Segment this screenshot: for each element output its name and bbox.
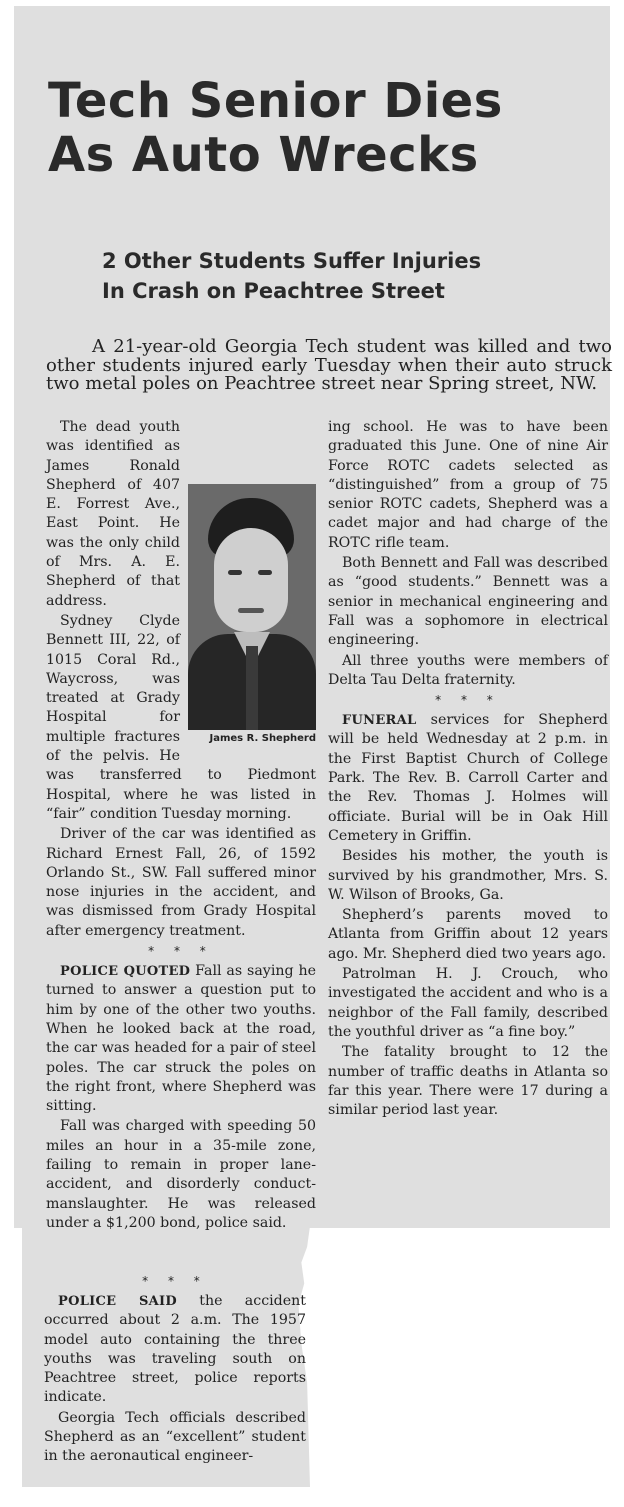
lede-text: A 21-year-old Georgia Tech student was killed and two other students injured early Tuesday when their auto struck two metal poles on Peachtree street near Spring street, NW. — [46, 336, 612, 394]
headline-line-2: As Auto Wrecks — [48, 127, 479, 183]
left-paragraph-3: Driver of the car was identified as Richard Ernest Fall, 26, of 1592 Orlando St., SW. Fall suffered minor nose injuries in the accident, and was dismissed from Grady Hospital after emergency treatment. — [46, 826, 316, 939]
portrait-photo — [188, 484, 316, 730]
left-paragraph-4 — [46, 962, 316, 1116]
photo-caption: James R. Shepherd — [209, 733, 316, 744]
headline — [48, 74, 588, 182]
left-paragraph-2: Sydney Clyde Bennett III, 22, of 1015 Coral Rd., Waycross, was treated at Grady Hospital for multiple fractures of the pelvis. He was transferred to Piedmont Hospital, where he was listed in “fair” condition Tuesday morning. — [46, 612, 316, 822]
left-paragraph-6-text: the accident occurred about 2 a.m. The 1957 model auto containing the three youths was traveling south on Peachtree street, police reports indicate. — [44, 1293, 306, 1406]
left-paragraph-6 — [44, 1292, 306, 1408]
left-paragraph-4-lead: POLICE QUOTED — [60, 964, 191, 980]
right-paragraph-6: Shepherd’s parents moved to Atlanta from Griffin about 12 years ago. Mr. Shepherd died two years ago. — [328, 907, 608, 962]
left-column — [46, 418, 316, 1233]
right-paragraph-7: Patrolman H. J. Crouch, who investigated the accident and who is a neighbor of the Fall family, described the youthful driver as “a fine boy.” — [328, 966, 608, 1040]
right-paragraph-4-text: services for Shepherd will be held Wednesday at 2 p.m. in the First Baptist Church of College Park. The Rev. B. Carroll Carter and the Rev. Thomas J. Holmes will officiate. Burial will be in Oak Hill Cemetery in Griffin. — [328, 712, 608, 844]
section-break-stars-3: * * * — [435, 693, 501, 708]
right-column — [328, 418, 608, 1120]
left-paragraph-1-text: The dead youth was identified as James Ronald Shepherd of 407 E. Forrest Ave., East Point. He was the only child of Mrs. A. E. Shepherd of that address. — [46, 419, 180, 609]
left-paragraph-6-lead: POLICE SAID — [58, 1294, 177, 1309]
left-paragraph-4-text: Fall as saying he turned to answer a question put to him by one of the other two youths. When he looked back at the road, the car was headed for a pair of steel poles. The car struck the poles on the right front, where Shepherd was sitting. — [46, 963, 316, 1115]
lede-paragraph — [46, 338, 612, 394]
left-paragraph-5: Fall was charged with speeding 50 miles an hour in a 35-mile zone, failing to remain in proper lane-accident, and disorderly conduct-manslaughter. He was released under a $1,200 bond, police said. — [46, 1118, 316, 1231]
section-break-stars-2: * * * — [142, 1274, 208, 1288]
left-column-continued — [44, 1274, 306, 1467]
subheadline-line-1: 2 Other Students Suffer Injuries — [102, 249, 482, 273]
right-paragraph-8: The fatality brought to 12 the number of traffic deaths in Atlanta so far this year. There were 17 during a similar period last year. — [328, 1044, 608, 1119]
right-paragraph-3: All three youths were members of Delta Tau Delta fraternity. — [328, 652, 608, 688]
photo-block — [188, 484, 316, 746]
left-paragraph-7: Georgia Tech officials described Shepherd as an “excellent” student in the aeronautical engineer- — [44, 1409, 306, 1465]
right-paragraph-4 — [328, 711, 608, 846]
right-paragraph-1: ing school. He was to have been graduated this June. One of nine Air Force ROTC cadets selected as “distinguished” from a group of 75 senior ROTC cadets, Shepherd was a cadet major and had charge of the ROTC rifle team. — [328, 419, 608, 551]
right-paragraph-2: Both Bennett and Fall was described as “good students.” Bennett was a senior in mechanical engineering and Fall was a sophomore in electrical engineering. — [328, 555, 608, 649]
right-paragraph-4-lead: FUNERAL — [342, 713, 417, 729]
subheadline — [102, 246, 562, 306]
right-paragraph-5: Besides his mother, the youth is survived by his grandmother, Mrs. S. W. Wilson of Brooks, Ga. — [328, 848, 608, 903]
headline-line-1: Tech Senior Dies — [48, 73, 503, 129]
section-break-stars-1: * * * — [148, 944, 214, 959]
subheadline-line-2: In Crash on Peachtree Street — [102, 279, 445, 303]
